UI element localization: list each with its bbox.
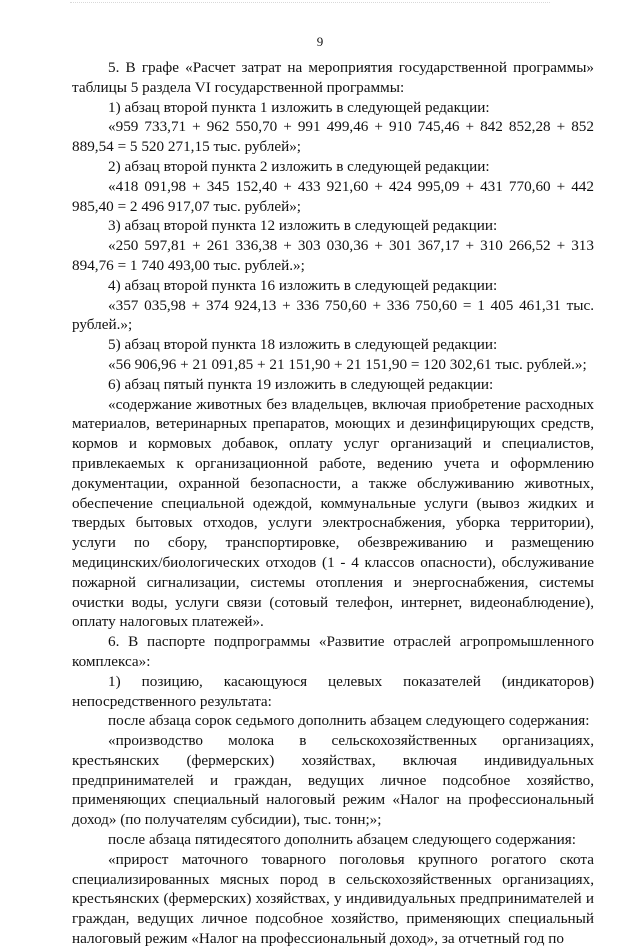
paragraph-item-4-formula: «357 035,98 + 374 924,13 + 336 750,60 + 336 750,60 = 1 405 461,31 тыс. рублей.»; [72,296,594,334]
paragraph-item-4: 4) абзац второй пункта 16 изложить в следующей редакции: [108,276,498,294]
paragraph-item-5-formula: «56 906,96 + 21 091,85 + 21 151,90 + 21 151,90 = 120 302,61 тыс. рублей.»; [108,355,587,373]
paragraph-item-1: 1) абзац второй пункта 1 изложить в следующей редакции: [108,98,490,116]
page-number: 9 [316,34,324,49]
paragraph-position-1: 1) позицию, касающуюся целевых показателей (индикаторов) непосредственного результата: [72,672,594,710]
document-body [72,58,594,949]
paragraph-after-50: после абзаца пятидесятого дополнить абзацем следующего содержания: [108,831,576,849]
paragraph-milk-production: «производство молока в сельскохозяйственных организациях, крестьянских (фермерских) хозяйствах, включая индивидуальных предпринимателей и граждан, ведущих личное подсобное хозяйство, применяющих специальный налоговый режим «Налог на профессиональный доход» (по получателям субсидии), тыс. тонн;»; [72,732,594,829]
paragraph-cattle-growth: «прирост маточного товарного поголовья крупного рогатого скота специализированных мясных пород в сельскохозяйственных организациях, крестьянских (фермерских) хозяйствах, у индивидуальных предпринимателей и граждан, ведущих личное подсобное хозяйство, применяющих специальный налоговый режим «Налог на профессиональный доход», за отчетный год по [72,850,594,948]
paragraph-section-5-heading: 5. В графе «Расчет затрат на мероприятия государственной программы» таблицы 5 раздела VI государственной программы: [72,59,594,96]
paragraph-after-47: после абзаца сорок седьмого дополнить абзацем следующего содержания: [108,712,590,730]
paragraph-item-1-formula: «959 733,71 + 962 550,70 + 991 499,46 + 910 745,46 + 842 852,28 + 852 889,54 = 5 520 271,15 тыс. рублей»; [72,118,594,156]
paragraph-item-2: 2) абзац второй пункта 2 изложить в следующей редакции: [108,157,490,175]
paragraph-section-6-heading: 6. В паспорте подпрограммы «Развитие отраслей агропромышленного комплекса»: [72,633,594,670]
paragraph-item-6-text: «содержание животных без владельцев, включая приобретение расходных материалов, ветеринарных препаратов, моющих и дезинфицирующих средств, кормов и кормовых добавок, оплату услуг организаций и специалистов, привлекаемых к организационной работе, ведению учета и оформлению документации, охранной безопасности, а также обслуживанию животных, обеспечение специальной одеждой, коммунальные услуги (вывоз жидких и твердых бытовых отходов, услуги электроснабжения, уборка территории), услуги по сбору, транспортировке, обезвреживанию и размещению медицинских/биологических отходов (1 - 4 классов опасности), обслуживание пожарной сигнализации, системы отопления и энергоснабжения, системы очистки воды, услуги связи (сотовый телефон, интернет, видеонаблюдение), оплату налоговых платежей». [72,395,594,631]
paragraph-item-3-formula: «250 597,81 + 261 336,38 + 303 030,36 + 301 367,17 + 310 266,52 + 313 894,76 = 1 740 493,00 тыс. рублей.»; [72,237,594,274]
paragraph-item-5: 5) абзац второй пункта 18 изложить в следующей редакции: [108,336,498,354]
paragraph-item-6: 6) абзац пятый пункта 19 изложить в следующей редакции: [108,375,494,393]
paragraph-item-2-formula: «418 091,98 + 345 152,40 + 433 921,60 + 424 995,09 + 431 770,60 + 442 985,40 = 2 496 917,07 тыс. рублей»; [72,177,594,215]
scan-artifact [70,2,550,7]
paragraph-item-3: 3) абзац второй пункта 12 изложить в следующей редакции: [108,217,498,235]
